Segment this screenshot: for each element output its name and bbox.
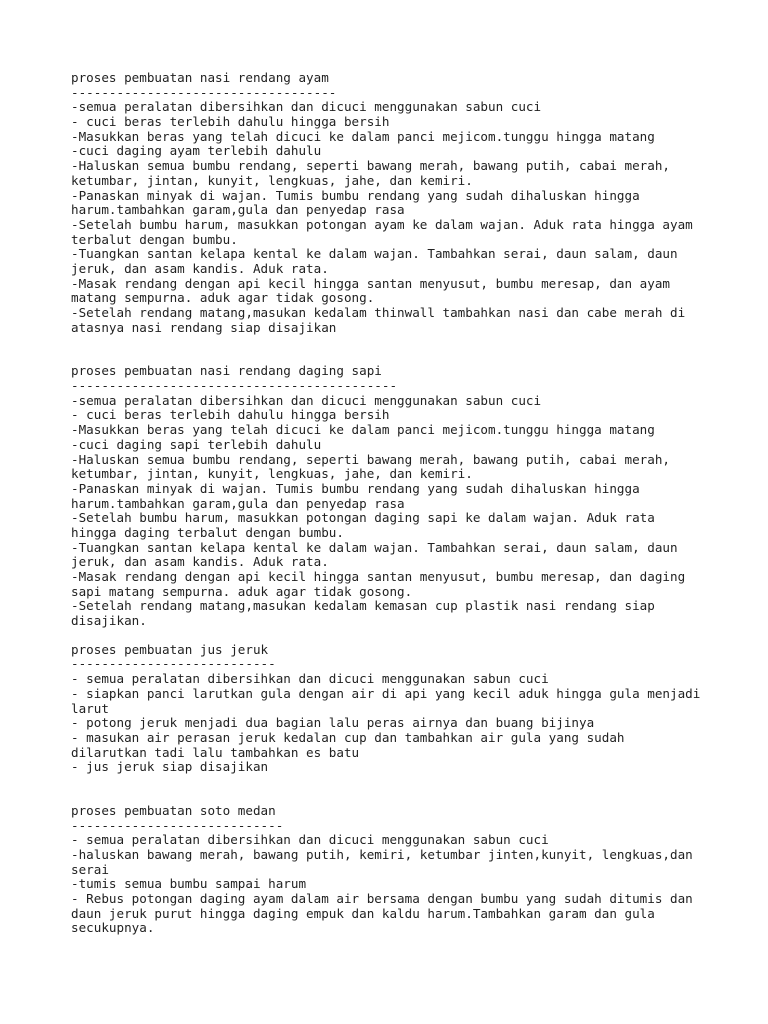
step-line: -Setelah rendang matang,masukan kedalam kemasan cup plastik nasi rendang siap bbox=[71, 598, 655, 614]
section-soto-medan bbox=[71, 804, 711, 936]
step-line: harum.tambahkan garam,gula dan penyedap rasa bbox=[71, 495, 405, 511]
step-line: harum.tambahkan garam,gula dan penyedap rasa bbox=[71, 202, 405, 218]
step-line: jeruk, dan asam kandis. Aduk rata. bbox=[71, 260, 329, 276]
step-line: dilarutkan tadi lalu tambahkan es batu bbox=[71, 744, 360, 760]
step-line: ketumbar, jintan, kunyit, lengkuas, jahe, dan kemiri. bbox=[71, 172, 473, 188]
step-line: -Masak rendang dengan api kecil hingga santan menyusut, bumbu meresap, dan ayam bbox=[71, 275, 670, 291]
section-separator: ----------------------------------- bbox=[71, 84, 337, 100]
step-line: -Panaskan minyak di wajan. Tumis bumbu rendang yang sudah dihaluskan hingga bbox=[71, 187, 640, 203]
step-line: - Rebus potongan daging ayam dalam air bersama dengan bumbu yang sudah ditumis dan bbox=[71, 891, 693, 907]
step-line: - cuci beras terlebih dahulu hingga bersih bbox=[71, 114, 390, 130]
step-line: - semua peralatan dibersihkan dan dicuci menggunakan sabun cuci bbox=[71, 671, 549, 687]
section-nasi-rendang-ayam bbox=[71, 71, 711, 335]
step-line: -tumis semua bumbu sampai harum bbox=[71, 876, 307, 892]
step-line: -semua peralatan dibersihkan dan dicuci menggunakan sabun cuci bbox=[71, 99, 542, 115]
step-line: -Haluskan semua bumbu rendang, seperti bawang merah, bawang putih, cabai merah, bbox=[71, 158, 670, 174]
step-line: -Masukkan beras yang telah dicuci ke dalam panci mejicom.tunggu hingga matang bbox=[71, 128, 655, 144]
section-nasi-rendang-daging-sapi bbox=[71, 364, 711, 628]
step-line: -semua peralatan dibersihkan dan dicuci menggunakan sabun cuci bbox=[71, 392, 542, 408]
step-line: - potong jeruk menjadi dua bagian lalu peras airnya dan buang bijinya bbox=[71, 715, 595, 731]
step-line: matang sempurna. aduk agar tidak gosong. bbox=[71, 290, 375, 306]
step-line: - cuci beras terlebih dahulu hingga bersih bbox=[71, 407, 390, 423]
step-line: -haluskan bawang merah, bawang putih, kemiri, ketumbar jinten,kunyit, lengkuas,dan bbox=[71, 847, 693, 862]
step-line: sapi matang sempurna. aduk agar tidak gosong. bbox=[71, 583, 413, 599]
document-body bbox=[71, 71, 711, 936]
step-line: -Tuangkan santan kelapa kental ke dalam wajan. Tambahkan serai, daun salam, daun bbox=[71, 539, 678, 555]
step-line: -cuci daging ayam terlebih dahulu bbox=[71, 143, 322, 159]
step-line: - jus jeruk siap disajikan bbox=[71, 759, 269, 775]
step-line: larut bbox=[71, 700, 109, 716]
section-separator: --------------------------- bbox=[71, 656, 276, 672]
step-line: disajikan. bbox=[71, 613, 147, 629]
step-line: -cuci daging sapi terlebih dahulu bbox=[71, 436, 322, 452]
section-title: proses pembuatan nasi rendang ayam bbox=[71, 70, 329, 85]
section-title: proses pembuatan soto medan bbox=[71, 802, 276, 818]
step-line: serai bbox=[71, 861, 109, 877]
step-line: -Masak rendang dengan api kecil hingga santan menyusut, bumbu meresap, dan daging bbox=[71, 569, 686, 584]
step-line: ketumbar, jintan, kunyit, lengkuas, jahe, dan kemiri. bbox=[71, 466, 473, 482]
step-line: -Setelah rendang matang,masukan kedalam thinwall tambahkan nasi dan cabe merah di bbox=[71, 305, 686, 320]
section-spacer bbox=[71, 629, 711, 643]
step-line: -Setelah bumbu harum, masukkan potongan ayam ke dalam wajan. Aduk rata hingga ayam bbox=[71, 216, 693, 232]
step-line: terbalut dengan bumbu. bbox=[71, 231, 238, 247]
section-separator: ------------------------------------------- bbox=[71, 378, 398, 394]
step-line: - siapkan panci larutkan gula dengan air di api yang kecil aduk hingga gula menjadi bbox=[71, 685, 701, 701]
step-line: -Panaskan minyak di wajan. Tumis bumbu rendang yang sudah dihaluskan hingga bbox=[71, 480, 640, 496]
step-line: daun jeruk purut hingga daging empuk dan kaldu harum.Tambahkan garam dan gula bbox=[71, 905, 655, 921]
step-line: -Masukkan beras yang telah dicuci ke dalam panci mejicom.tunggu hingga matang bbox=[71, 422, 655, 438]
step-line: -Tuangkan santan kelapa kental ke dalam wajan. Tambahkan serai, daun salam, daun bbox=[71, 246, 678, 262]
section-spacer bbox=[71, 775, 711, 804]
section-title: proses pembuatan nasi rendang daging sapi bbox=[71, 363, 382, 379]
step-line: jeruk, dan asam kandis. Aduk rata. bbox=[71, 554, 329, 570]
step-line: - masukan air perasan jeruk kedalan cup dan tambahkan air gula yang sudah bbox=[71, 729, 625, 745]
section-title: proses pembuatan jus jeruk bbox=[71, 641, 269, 657]
section-separator: ---------------------------- bbox=[71, 817, 284, 833]
step-line: atasnya nasi rendang siap disajikan bbox=[71, 319, 337, 335]
section-spacer bbox=[71, 335, 711, 364]
step-line: -Haluskan semua bumbu rendang, seperti bawang merah, bawang putih, cabai merah, bbox=[71, 451, 670, 467]
section-jus-jeruk bbox=[71, 643, 711, 775]
step-line: secukupnya. bbox=[71, 920, 155, 936]
step-line: - semua peralatan dibersihkan dan dicuci menggunakan sabun cuci bbox=[71, 832, 549, 848]
step-line: hingga daging terbalut dengan bumbu. bbox=[71, 524, 344, 540]
step-line: -Setelah bumbu harum, masukkan potongan daging sapi ke dalam wajan. Aduk rata bbox=[71, 510, 655, 526]
